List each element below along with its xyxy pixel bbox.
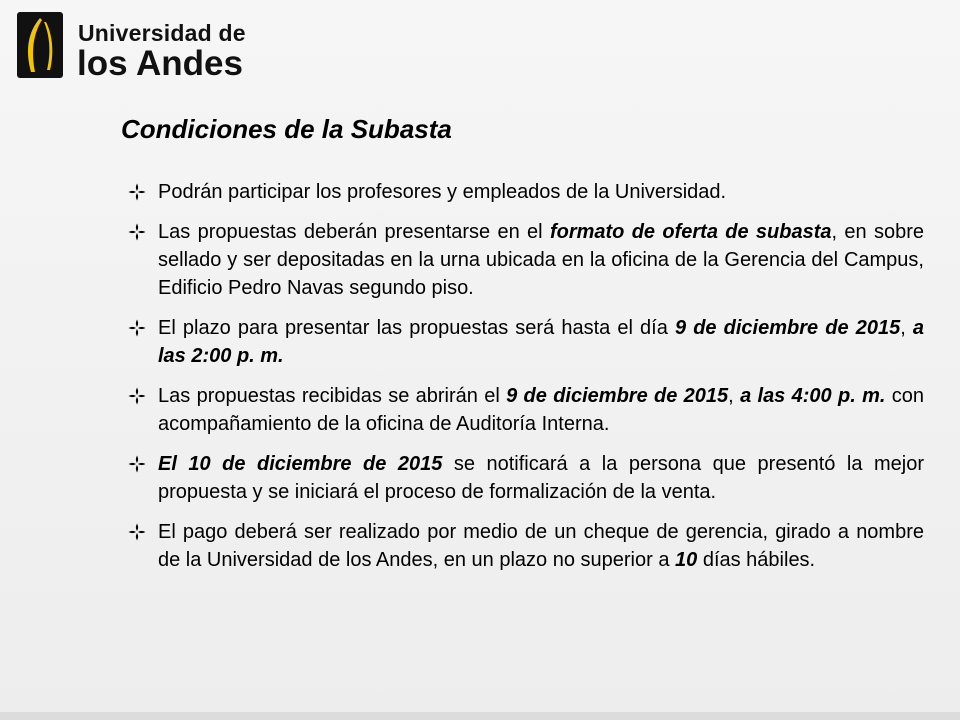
diamond-bullet-icon	[128, 183, 146, 201]
diamond-bullet-icon	[128, 319, 146, 337]
bullet-emphasis: 9 de diciembre de 2015	[674, 317, 901, 339]
bullet-item	[128, 218, 924, 302]
diamond-bullet-icon	[128, 223, 146, 241]
bullet-item	[128, 178, 924, 206]
bullet-list	[128, 178, 924, 586]
bullet-text: se notificará a la persona que presentó la mejor propuesta y se iniciará el proceso de formalización de la venta.	[158, 453, 924, 503]
bullet-text: días hábiles.	[697, 549, 816, 571]
bullet-item	[128, 314, 924, 370]
bullet-emphasis: El 10 de diciembre de 2015	[158, 453, 443, 475]
logo-emblem-icon	[14, 10, 68, 82]
bullet-item	[128, 518, 924, 574]
bullet-emphasis: 10	[675, 549, 698, 571]
bullet-text: ,	[728, 385, 741, 407]
bullet-emphasis: 9 de diciembre de 2015	[506, 385, 729, 407]
bullet-emphasis: a las 4:00 p. m.	[740, 385, 886, 407]
bottom-edge	[0, 712, 960, 720]
diamond-bullet-icon	[128, 523, 146, 541]
university-logo	[14, 10, 254, 82]
logo-text-line1: Universidad de	[78, 20, 246, 46]
logo-text-line2: los Andes	[77, 44, 243, 83]
bullet-text: Las propuestas deberán presentarse en el	[158, 221, 550, 243]
bullet-text: Podrán participar los profesores y empleados de la Universidad.	[158, 181, 727, 203]
bullet-item	[128, 382, 924, 438]
bullet-item	[128, 450, 924, 506]
bullet-text: El pago deberá ser realizado por medio de un cheque de gerencia, girado a nombre de la Universidad de los Andes, en un plazo no superior a	[158, 521, 924, 571]
diamond-bullet-icon	[128, 455, 146, 473]
slide-title: Condiciones de la Subasta	[121, 114, 452, 144]
bullet-emphasis: a las 2:00 p. m.	[158, 317, 924, 367]
bullet-text: con acompañamiento de la oficina de Auditoría Interna.	[158, 385, 924, 435]
bullet-text: Las propuestas recibidas se abrirán el	[158, 385, 507, 407]
bullet-text: El plazo para presentar las propuestas será hasta el día	[158, 317, 675, 339]
bullet-text: ,	[900, 317, 913, 339]
bullet-emphasis: formato de oferta de subasta	[549, 221, 832, 243]
bullet-text: , en sobre sellado y ser depositadas en la urna ubicada en la oficina de la Gerencia del Campus, Edificio Pedro Navas segundo piso.	[158, 221, 924, 299]
diamond-bullet-icon	[128, 387, 146, 405]
